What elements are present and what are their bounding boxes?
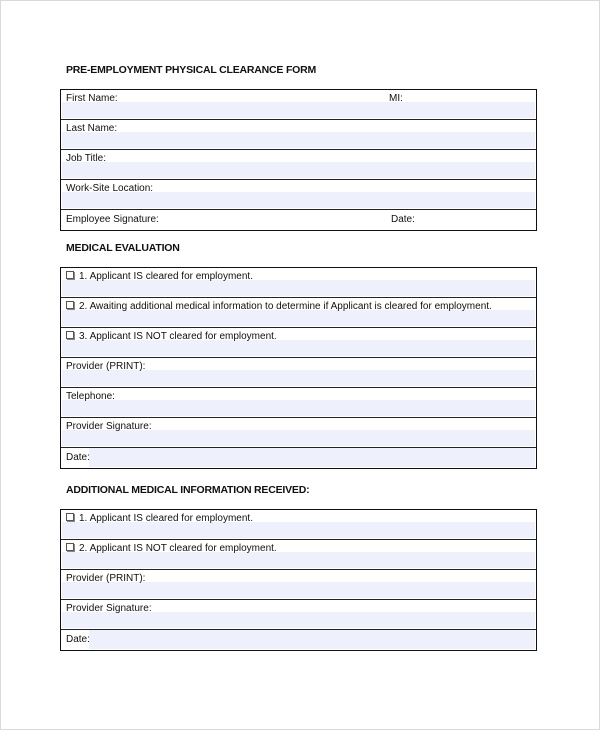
medical-date-label: Date: — [66, 452, 90, 463]
additional-provider-signature-label: Provider Signature: — [66, 603, 152, 614]
employee-signature-label: Employee Signature: — [66, 214, 159, 225]
medical-option-2-label: 2. Awaiting additional medical information to determine if Applicant is cleared for employment. — [79, 301, 492, 312]
additional-provider-signature-field[interactable] — [61, 600, 536, 630]
work-site-location-label: Work-Site Location: — [66, 183, 154, 194]
field-fill — [62, 370, 535, 386]
checkbox-icon[interactable] — [66, 331, 74, 339]
medical-evaluation-heading: MEDICAL EVALUATION — [66, 242, 180, 254]
additional-date-field[interactable] — [61, 630, 536, 650]
additional-provider-print-field[interactable] — [61, 570, 536, 600]
additional-option-1-label: 1. Applicant IS cleared for employment. — [79, 513, 253, 524]
additional-info-heading: ADDITIONAL MEDICAL INFORMATION RECEIVED: — [66, 484, 310, 496]
checkbox-icon[interactable] — [66, 513, 74, 521]
field-fill — [62, 102, 535, 118]
medical-option-1[interactable] — [61, 268, 536, 298]
provider-print-field[interactable] — [61, 358, 536, 388]
medical-evaluation-table — [60, 267, 537, 469]
field-fill — [62, 552, 535, 568]
last-name-label: Last Name: — [66, 123, 118, 134]
job-title-label: Job Title: — [66, 153, 107, 164]
field-fill — [89, 448, 535, 467]
checkbox-icon[interactable] — [66, 543, 74, 551]
field-fill — [62, 162, 535, 178]
provider-print-label: Provider (PRINT): — [66, 361, 146, 372]
additional-option-2[interactable] — [61, 540, 536, 570]
field-fill — [62, 612, 535, 628]
field-fill — [62, 400, 535, 416]
job-title-field[interactable] — [61, 150, 536, 180]
field-fill — [89, 630, 535, 649]
additional-info-table — [60, 509, 537, 651]
additional-date-label: Date: — [66, 634, 90, 645]
employee-signature-field[interactable] — [61, 210, 536, 230]
checkbox-icon[interactable] — [66, 301, 74, 309]
medical-option-1-label: 1. Applicant IS cleared for employment. — [79, 271, 253, 282]
provider-signature-field[interactable] — [61, 418, 536, 448]
medical-option-3-label: 3. Applicant IS NOT cleared for employment. — [79, 331, 277, 342]
field-fill — [62, 192, 535, 208]
first-name-field[interactable] — [61, 90, 536, 120]
telephone-label: Telephone: — [66, 391, 115, 402]
field-fill — [62, 522, 535, 538]
field-fill — [62, 310, 535, 326]
additional-option-2-label: 2. Applicant IS NOT cleared for employment. — [79, 543, 277, 554]
mi-label: MI: — [389, 93, 403, 104]
employee-info-table — [60, 89, 537, 231]
employee-date-label: Date: — [391, 214, 415, 225]
field-fill — [62, 430, 535, 446]
field-fill — [62, 340, 535, 356]
checkbox-icon[interactable] — [66, 271, 74, 279]
telephone-field[interactable] — [61, 388, 536, 418]
additional-provider-print-label: Provider (PRINT): — [66, 573, 146, 584]
work-site-location-field[interactable] — [61, 180, 536, 210]
additional-option-1[interactable] — [61, 510, 536, 540]
field-fill — [62, 280, 535, 296]
field-fill — [62, 582, 535, 598]
form-title: PRE-EMPLOYMENT PHYSICAL CLEARANCE FORM — [66, 64, 317, 76]
medical-date-field[interactable] — [61, 448, 536, 468]
medical-option-2[interactable] — [61, 298, 536, 328]
first-name-label: First Name: — [66, 93, 118, 104]
medical-option-3[interactable] — [61, 328, 536, 358]
field-fill — [62, 132, 535, 148]
last-name-field[interactable] — [61, 120, 536, 150]
provider-signature-label: Provider Signature: — [66, 421, 152, 432]
